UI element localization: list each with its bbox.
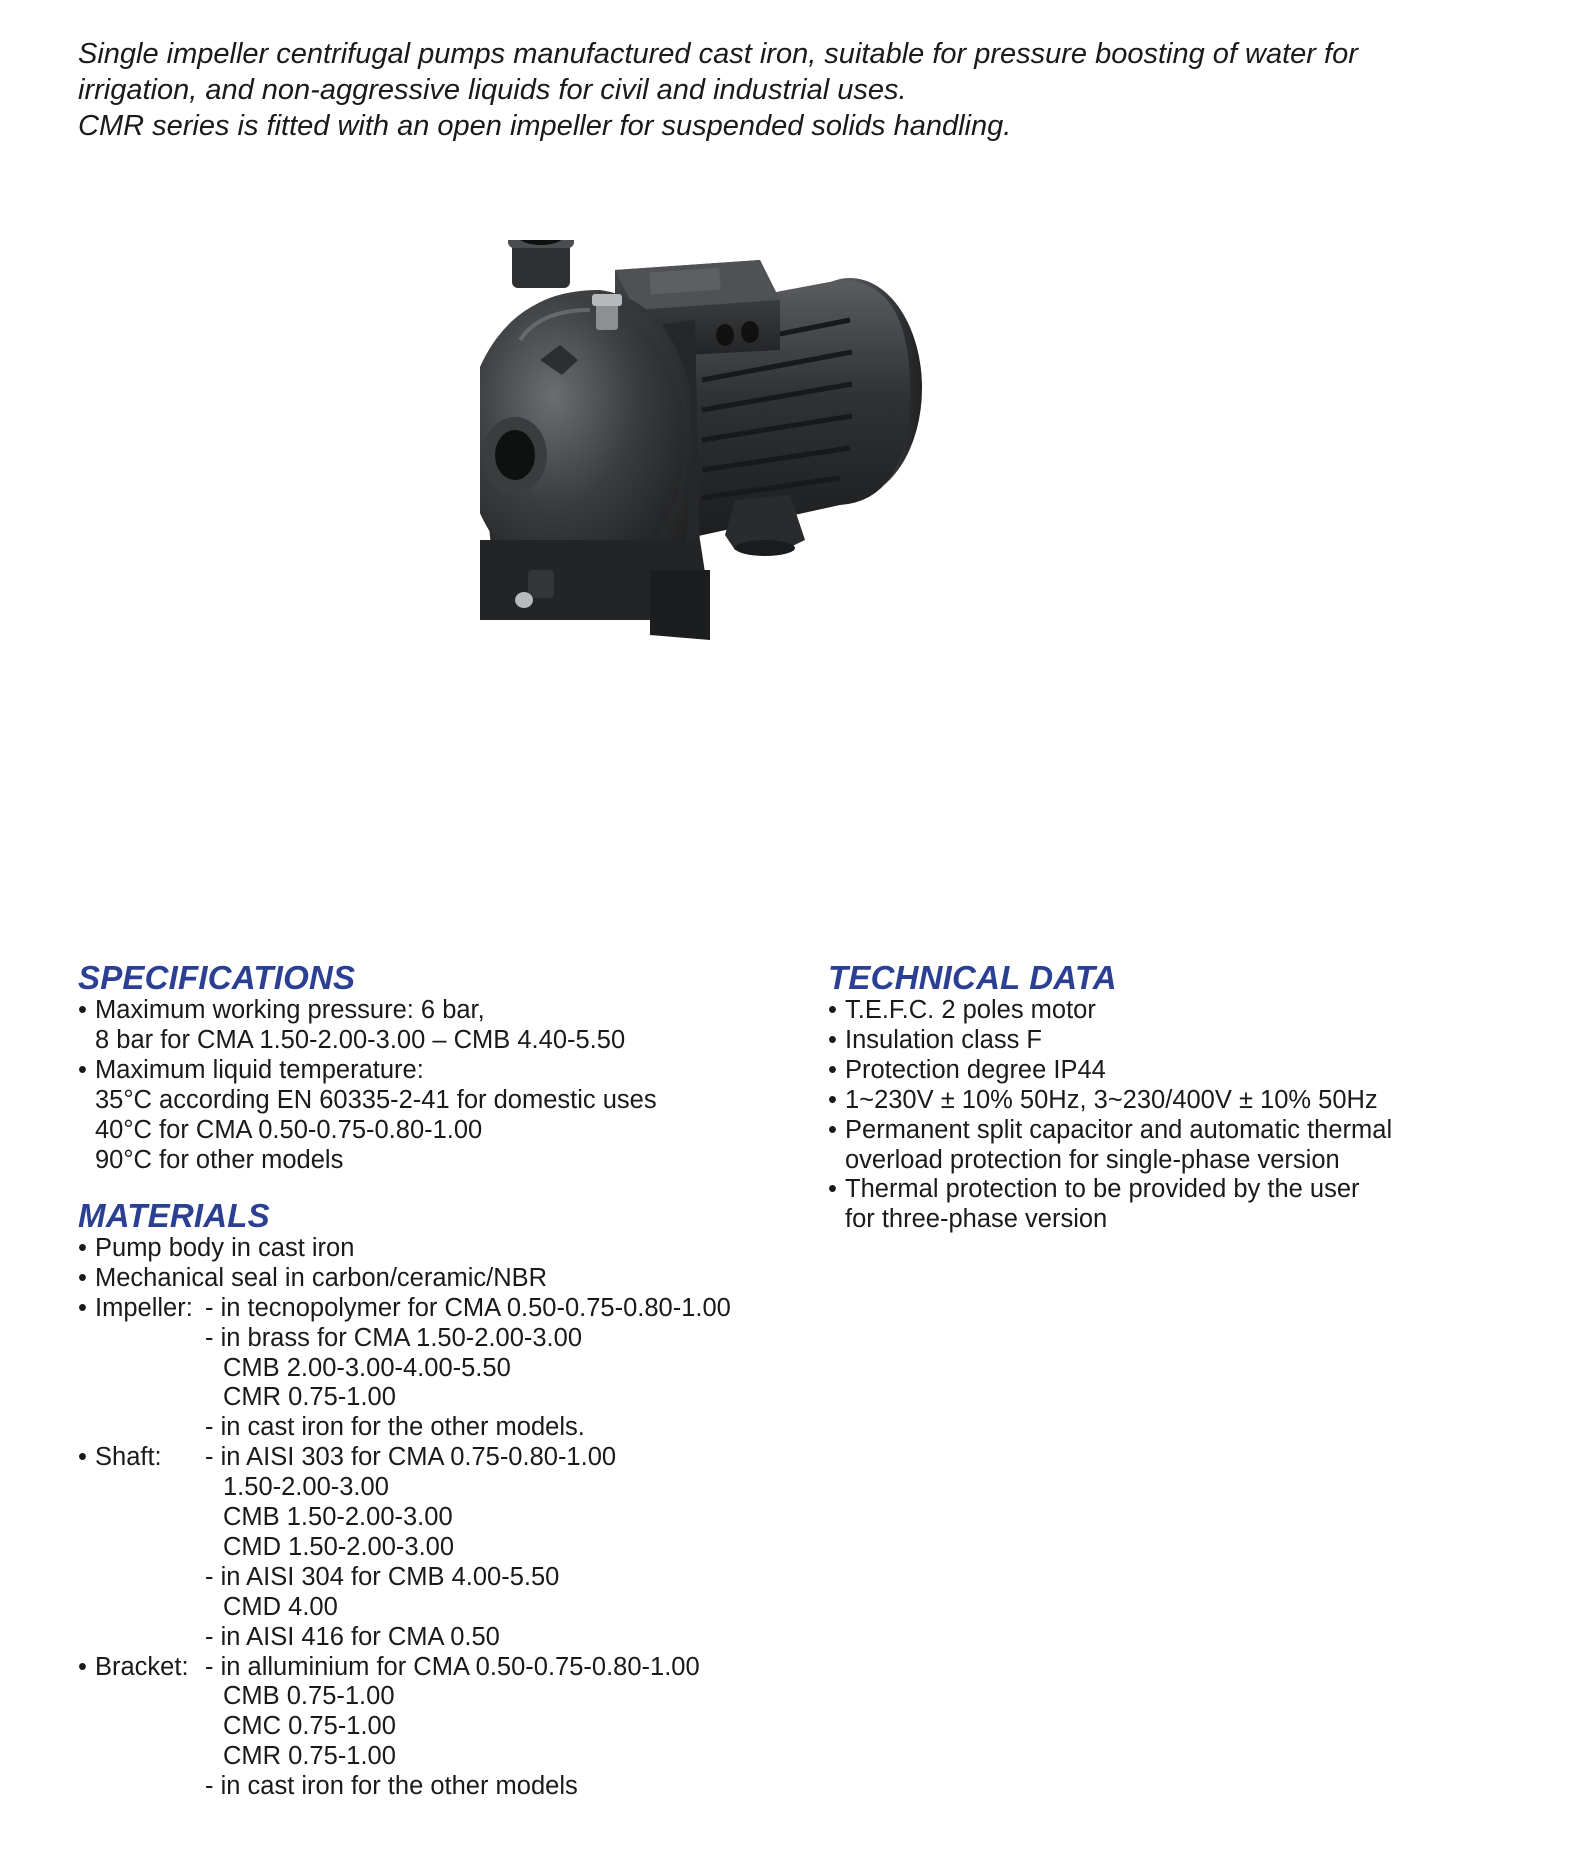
shaft-row [78, 1593, 547, 1623]
bullet: • [828, 1115, 837, 1144]
shaft-line: 1.50-2.00-3.00 [223, 1473, 389, 1502]
bracket-row [78, 1652, 700, 1683]
bracket-line: CMB 0.75-1.00 [223, 1682, 395, 1711]
materials-list [78, 1234, 731, 1802]
list-item [828, 1116, 1392, 1176]
impeller-line: CMR 0.75-1.00 [223, 1383, 396, 1412]
bracket-line: CMR 0.75-1.00 [223, 1742, 396, 1771]
shaft-row [78, 1473, 547, 1503]
item-line: Maximum working pressure: 6 bar, [95, 996, 485, 1024]
intro-paragraph [78, 36, 1558, 144]
list-item [828, 1026, 1392, 1056]
centrifugal-pump-illustration [480, 240, 1120, 800]
bracket-row [78, 1712, 547, 1742]
item-line: Maximum liquid temperature: [95, 1055, 424, 1084]
pump-photo [480, 240, 1120, 800]
item-line: for three-phase version [845, 1205, 1108, 1234]
shaft-line: - in AISI 303 for CMA 0.75-0.80-1.00 [205, 1443, 617, 1472]
bullet: • [78, 1234, 87, 1262]
impeller-row [78, 1354, 547, 1384]
list-item [78, 1056, 657, 1176]
materials-heading: MATERIALS [78, 1197, 270, 1234]
bullet: • [78, 996, 87, 1024]
list-item [828, 1086, 1392, 1116]
shaft-row [78, 1533, 547, 1563]
shaft-line: - in AISI 304 for CMB 4.00-5.50 [205, 1562, 560, 1591]
list-item [828, 1056, 1392, 1086]
item-line: 1~230V ± 10% 50Hz, 3~230/400V ± 10% 50Hz [845, 1085, 1378, 1114]
shaft-label: Shaft: [95, 1443, 162, 1472]
shaft-line: CMD 1.50-2.00-3.00 [223, 1532, 455, 1561]
bracket-row [78, 1682, 547, 1712]
bracket-line: - in alluminium for CMA 0.50-0.75-0.80-1.00 [205, 1652, 700, 1681]
impeller-line: CMB 2.00-3.00-4.00-5.50 [223, 1353, 511, 1382]
bullet: • [828, 1025, 837, 1054]
bullet: • [828, 996, 837, 1024]
shaft-row [78, 1443, 617, 1473]
bullet: • [78, 1293, 87, 1322]
intro-line: irrigation, and non-aggressive liquids for civil and industrial uses. [78, 74, 907, 106]
item-line: overload protection for single-phase version [845, 1145, 1340, 1174]
intro-line: CMR series is fitted with an open impeller for suspended solids handling. [78, 110, 1012, 142]
list-item [78, 1264, 547, 1294]
shaft-row [78, 1623, 547, 1653]
impeller-row [78, 1413, 585, 1443]
list-item [828, 996, 1392, 1026]
item-line: 35°C according EN 60335-2-41 for domestic uses [95, 1085, 657, 1114]
impeller-row [78, 1323, 583, 1354]
bullet: • [828, 1085, 837, 1114]
technical-data-list [828, 996, 1392, 1235]
list-item [78, 996, 657, 1056]
item-line: T.E.F.C. 2 poles motor [845, 996, 1096, 1024]
item-line: Insulation class F [845, 1025, 1043, 1054]
bullet: • [78, 1652, 87, 1681]
item-line: Protection degree IP44 [845, 1055, 1106, 1084]
item-line: Permanent split capacitor and automatic thermal [845, 1115, 1393, 1144]
bracket-row [78, 1772, 578, 1802]
item-line: Pump body in cast iron [95, 1234, 355, 1262]
impeller-line: - in brass for CMA 1.50-2.00-3.00 [205, 1323, 583, 1352]
item-line: 90°C for other models [95, 1145, 344, 1174]
bracket-line: CMC 0.75-1.00 [223, 1712, 396, 1741]
item-line: Mechanical seal in carbon/ceramic/NBR [95, 1263, 548, 1292]
impeller-line: - in cast iron for the other models. [205, 1413, 585, 1442]
item-line: 8 bar for CMA 1.50-2.00-3.00 – CMB 4.40-5.50 [95, 1025, 626, 1054]
specifications-heading: SPECIFICATIONS [78, 959, 356, 996]
bracket-line: - in cast iron for the other models [205, 1772, 578, 1801]
shaft-row [78, 1503, 547, 1533]
bullet: • [828, 1175, 837, 1204]
shaft-row [78, 1562, 560, 1593]
item-line: Thermal protection to be provided by the user [845, 1175, 1360, 1204]
item-line: 40°C for CMA 0.50-0.75-0.80-1.00 [95, 1115, 483, 1144]
technical-data-heading: TECHNICAL DATA [828, 959, 1117, 996]
bullet: • [78, 1443, 87, 1472]
bullet: • [828, 1055, 837, 1084]
intro-line: Single impeller centrifugal pumps manufactured cast iron, suitable for pressure boosting of water for [78, 38, 1358, 70]
bracket-row [78, 1742, 547, 1772]
bullet: • [78, 1263, 87, 1292]
list-item [78, 1234, 547, 1264]
bullet: • [78, 1055, 87, 1084]
shaft-line: CMD 4.00 [223, 1592, 338, 1621]
specifications-list [78, 996, 657, 1175]
bracket-label: Bracket: [95, 1652, 189, 1681]
impeller-row [78, 1293, 731, 1324]
impeller-label: Impeller: [95, 1293, 193, 1322]
list-item [828, 1175, 1392, 1235]
shaft-line: - in AISI 416 for CMA 0.50 [205, 1622, 500, 1651]
impeller-line: - in tecnopolymer for CMA 0.50-0.75-0.80-1.00 [205, 1293, 731, 1322]
impeller-row [78, 1383, 547, 1413]
shaft-line: CMB 1.50-2.00-3.00 [223, 1503, 453, 1532]
